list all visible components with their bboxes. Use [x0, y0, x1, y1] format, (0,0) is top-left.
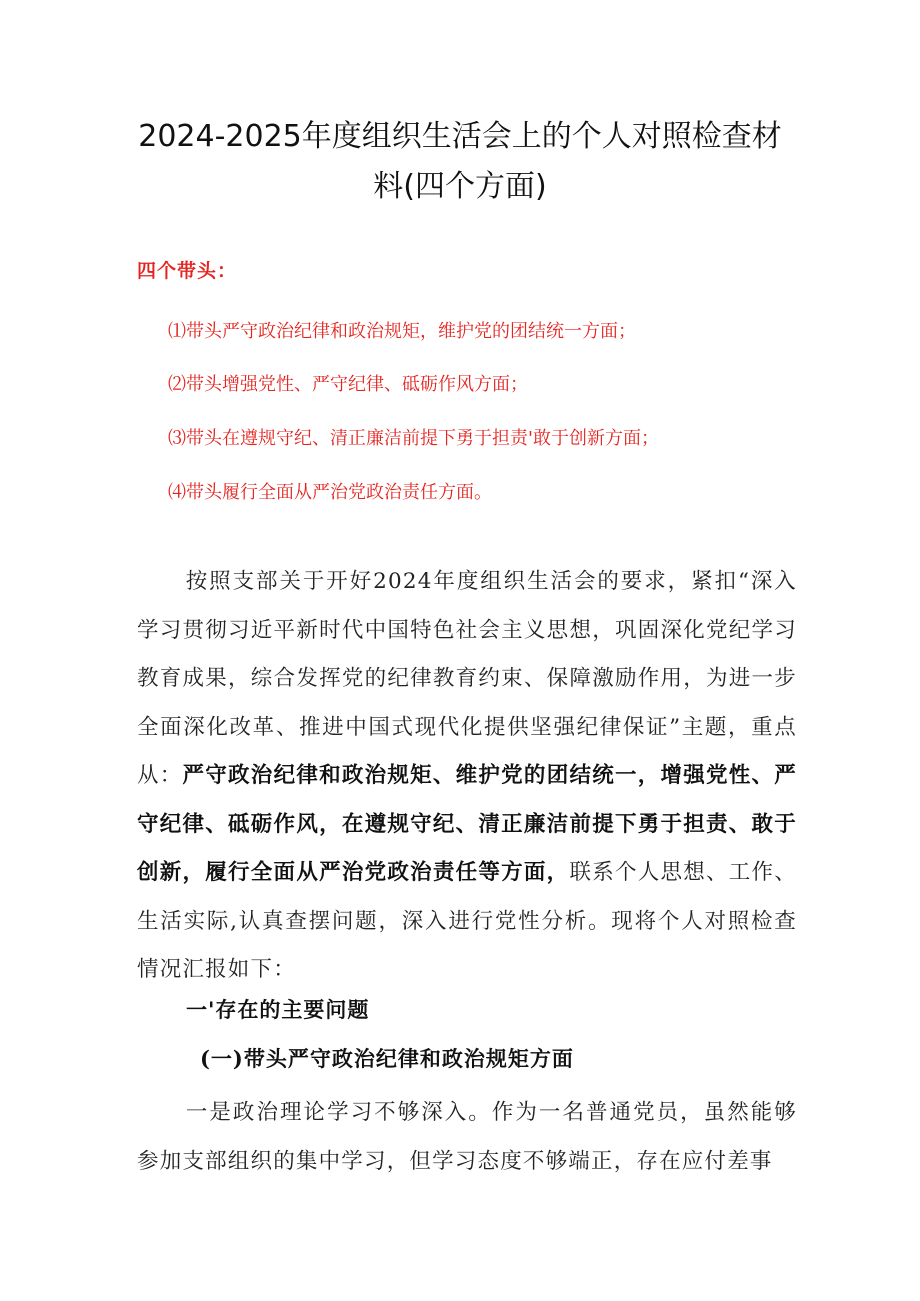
title-line-1: 2024-2025年度组织生活会上的个人对照检查材: [138, 119, 782, 154]
intro-text-part2: 联系个人思想、工作、生活实际,认真查摆问题，深入进行党性分析。现将个人对照检查情况汇报如下：: [137, 860, 797, 982]
title-line-2: 料(四个方面): [373, 169, 547, 204]
section-heading-1: 一'存在的主要问题: [186, 997, 370, 1022]
intro-paragraph: [137, 558, 797, 995]
four-leads-heading: 四个带头：: [137, 260, 238, 282]
document-title: [120, 112, 800, 212]
four-leads-item-3: ⑶带头在遵规守纪、清正廉洁前提下勇于担责'敢于创新方面；: [168, 428, 659, 449]
subsection-heading-1: (一)带头严守政治纪律和政治规矩方面: [200, 1046, 574, 1071]
intro-text-part1: 按照支部关于开好2024年度组织生活会的要求，紧扣“深入学习贯彻习近平新时代中国特色社会主义思想，巩固深化党纪学习教育成果，综合发挥党的纪律教育约束、保障激励作用，为进一步全面深化改革、推进中国式现代化提供坚强纪律保证”主题，重点从：: [137, 569, 797, 788]
four-leads-item-2: ⑵带头增强党性、严守纪律、砥砺作风方面；: [168, 374, 528, 395]
four-leads-item-4: ⑷带头履行全面从严治党政治责任方面。: [168, 482, 492, 503]
section1-paragraph-text: 一是政治理论学习不够深入。作为一名普通党员，虽然能够参加支部组织的集中学习，但学习态度不够端正，存在应付差事: [137, 1100, 797, 1174]
four-leads-item-1: ⑴带头严守政治纪律和政治规矩，维护党的团结统一方面；: [168, 321, 636, 342]
intro-text-bold: 严守政治纪律和政治规矩、维护党的团结统一，增强党性、严守纪律、砥砺作风，在遵规守纪、清正廉洁前提下勇于担责、敢于创新，履行全面从严治党政治责任等方面，: [137, 763, 798, 885]
section1-paragraph: [137, 1088, 797, 1186]
